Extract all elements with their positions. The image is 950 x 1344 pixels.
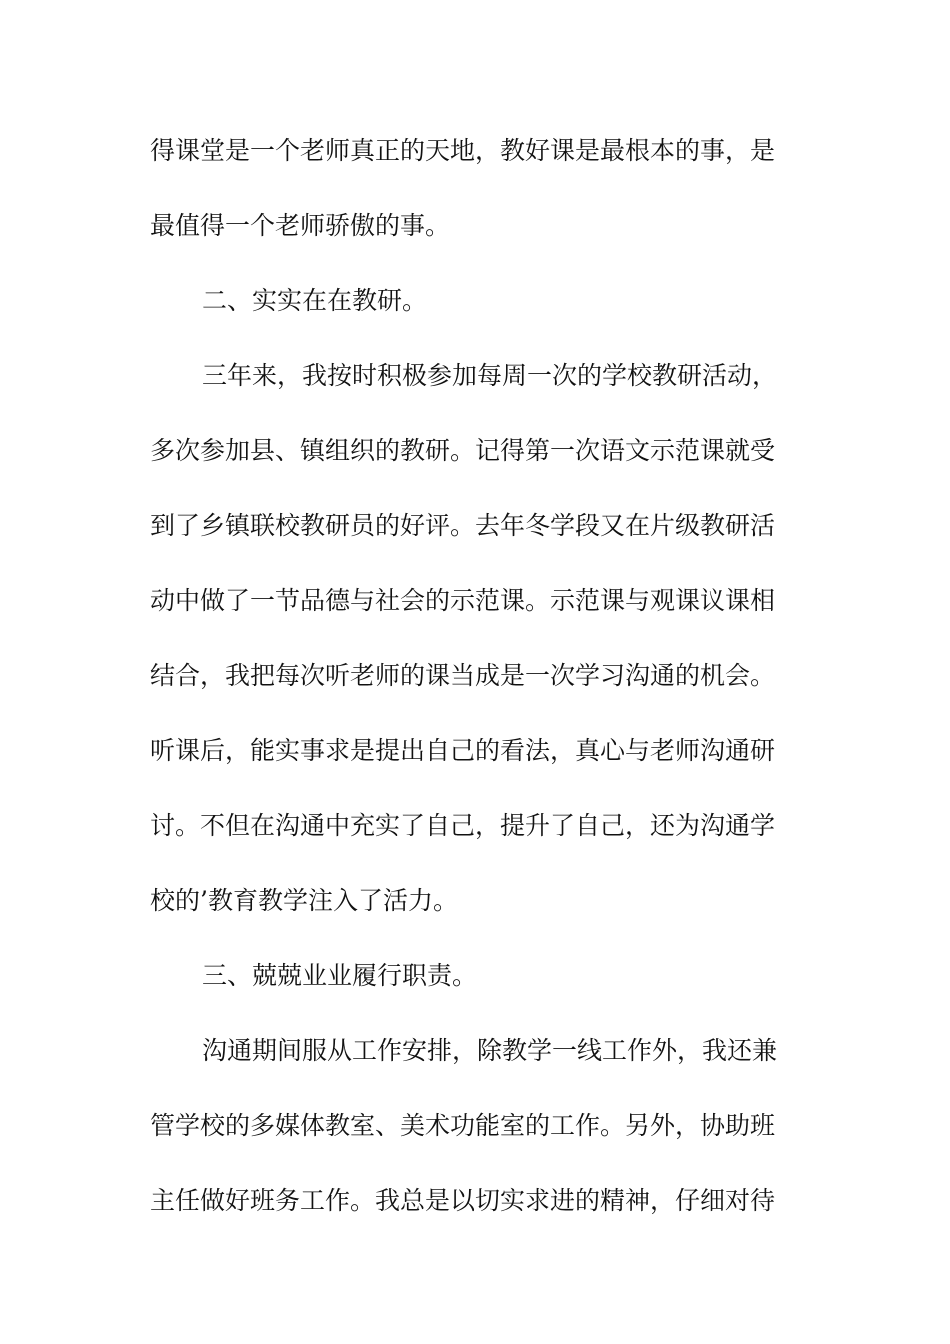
text-line: 得课堂是一个老师真正的天地，教好课是最根本的事，是	[150, 136, 776, 165]
text-line: 听课后，能实事求是提出自己的看法，真心与老师沟通研	[150, 736, 776, 765]
text-line: 动中做了一节品德与社会的示范课。示范课与观课议课相	[150, 586, 776, 615]
text-line: 多次参加县、镇组织的教研。记得第一次语文示范课就受	[150, 436, 776, 465]
text-line: 到了乡镇联校教研员的好评。去年冬学段又在片级教研活	[150, 511, 776, 540]
text-line: 校的’教育教学注入了活力。	[150, 886, 458, 915]
text-line: 主任做好班务工作。我总是以切实求进的精神，仔细对待	[150, 1186, 776, 1215]
section-heading: 三、兢兢业业履行职责。	[202, 961, 478, 990]
text-line: 沟通期间服从工作安排，除教学一线工作外，我还兼	[202, 1036, 778, 1065]
text-line: 最值得一个老师骄傲的事。	[150, 211, 451, 240]
text-line: 讨。不但在沟通中充实了自己，提升了自己，还为沟通学	[150, 811, 776, 840]
text-line: 三年来，我按时积极参加每周一次的学校教研活动，	[202, 361, 778, 390]
text-line: 管学校的多媒体教室、美术功能室的工作。另外，协助班	[150, 1111, 776, 1140]
text-line: 结合，我把每次听老师的课当成是一次学习沟通的机会。	[150, 661, 776, 690]
section-heading: 二、实实在在教研。	[202, 286, 428, 315]
